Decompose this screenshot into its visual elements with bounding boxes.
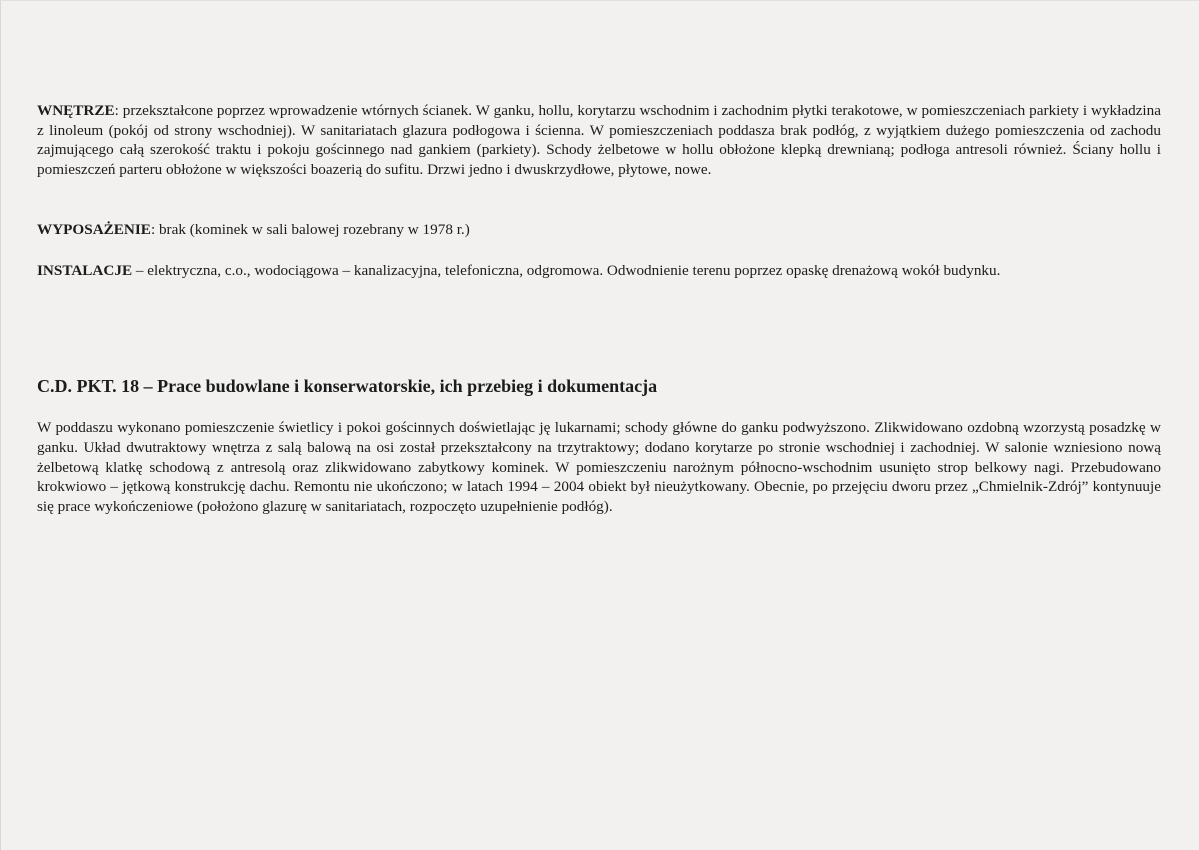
paragraph-prace: W poddaszu wykonano pomieszczenie świetlicy i pokoi gościnnych doświetlając ję lukarnami; schody główne do ganku podwyższono. Zlikwidowano ozdobną wzorzystą posadzkę w ganku. Układ dwutraktowy wnętrza z salą balową na osi został przekształcony na trzytraktowy; dodano korytarze po stronie wschodniej i zachodniej. W salonie wzniesiono nową żelbetową klatkę schodową z antresolą oraz zlikwidowano zabytkowy kominek. W pomieszczeniu narożnym północno-wschodnim usunięto strop belkowy nagi. Przebudowano krokwiowo – jętkową konstrukcję dachu. Remontu nie ukończono; w latach 1994 – 2004 obiekt był nieużytkowany. Obecnie, po przejęciu dworu przez „Chmielnik-Zdrój” kontynuuje się prace wykończeniowe (położono glazurę w sanitariatach, rozpoczęto uzupełnienie podłóg).: [37, 419, 1161, 516]
text-wnetrze: : przekształcone poprzez wprowadzenie wtórnych ścianek. W ganku, hollu, korytarzu wschodnim i zachodnim płytki terakotowe, w pomieszczeniach parkiety i wykładzina z linoleum (pokój od strony wschodniej). W sanitariatach glazura podłogowa i ścienna. W pomieszczeniach poddasza brak podłóg, z wyjątkiem dużego pomieszczenia od zachodu zajmującego całą szerokość traktu i pokoju gościnnego nad gankiem (parkiety). Schody żelbetowe w hollu obłożone klepką drewnianą; podłoga antresoli również. Ściany hollu i pomieszczeń parteru obłożone w większości boazerią do sufitu. Drzwi jedno i dwuskrzydłowe, płytowe, nowe.: [37, 102, 1161, 178]
label-instalacje: INSTALACJE: [37, 262, 133, 279]
paragraph-instalacje: [37, 261, 1161, 281]
paragraph-wnetrze: [37, 101, 1161, 179]
text-wyposazenie: : brak (kominek w sali balowej rozebrany w 1978 r.): [150, 221, 470, 238]
paragraph-wyposazenie: [37, 220, 1161, 240]
text-instalacje: – elektryczna, c.o., wodociągowa – kanalizacyjna, telefoniczna, odgromowa. Odwodnienie terenu poprzez opaskę drenażową wokół budynku.: [132, 262, 1001, 279]
section-heading-prace: C.D. PKT. 18 – Prace budowlane i konserwatorskie, ich przebieg i dokumentacja: [37, 376, 658, 396]
label-wyposazenie: WYPOSAŻENIE: [37, 221, 151, 238]
label-wnetrze: WNĘTRZE: [37, 102, 115, 119]
